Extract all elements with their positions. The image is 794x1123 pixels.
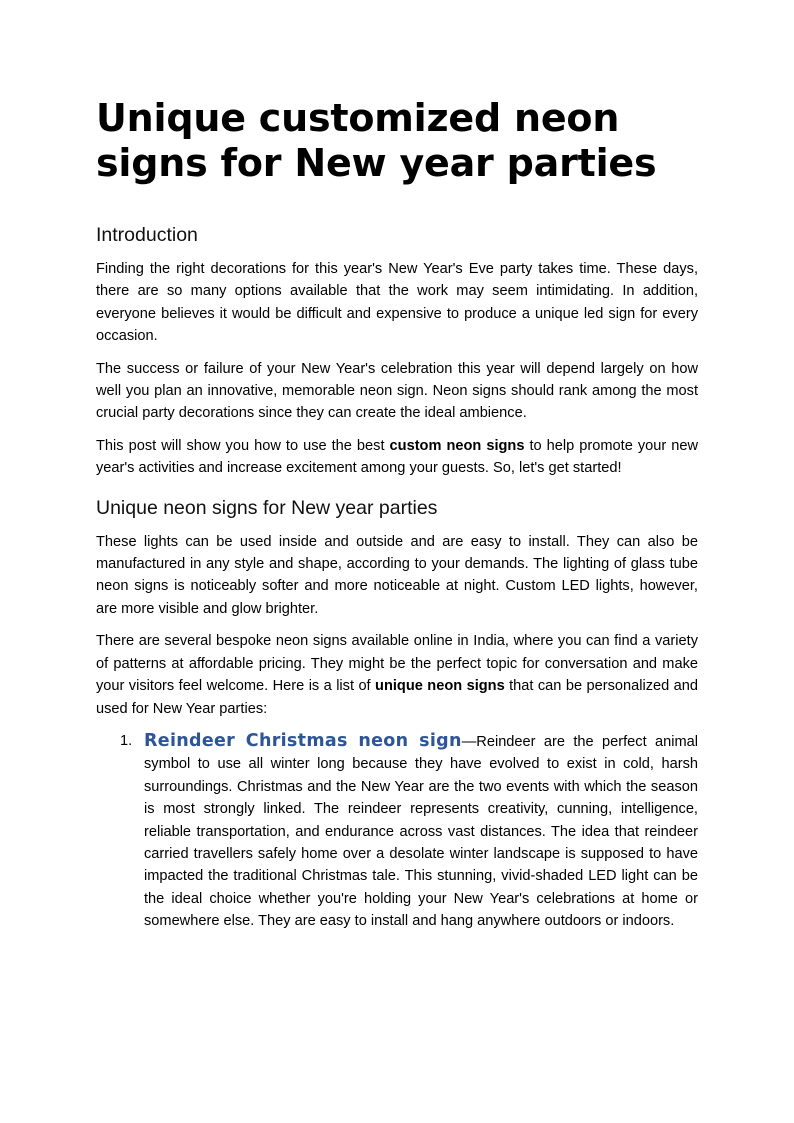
section2-paragraph-2-before: There are several bespoke neon signs available online in India, where you can find a variety of patterns at affordable pricing. They might be the perfect topic for conversation and make your visitors feel welcome. Here is a list of <box>96 633 698 695</box>
list-item <box>96 730 698 933</box>
list-item-text: —Reindeer are the perfect animal symbol to use all winter long because they have evolved to exist in cold, harsh surroundings. Christmas and the New Year are the two events with which the season is most strongly linked. The reindeer represents creativity, cunning, intelligence, reliable transportation, and endurance across vast distances. The idea that reindeer carried travellers safely home over a desolate winter landscape is supposed to have impacted the traditional Christmas tale. This stunning, vivid-shaded LED light can be the ideal choice whether you're holding your New Year's celebrations at home or somewhere else. They are easy to install and hang anywhere outdoors or indoors. <box>144 733 698 930</box>
document-title: Unique customized neon signs for New year parties <box>96 96 657 185</box>
neon-sign-list <box>96 730 698 933</box>
custom-neon-signs-bold: custom neon signs <box>389 437 525 454</box>
section2-paragraph-1: These lights can be used inside and outside and are easy to install. They can also be manufactured in any style and shape, according to your demands. The lighting of glass tube neon signs is noticeably softer and more noticeable at night. Custom LED lights, however, are more visible and glow brighter. <box>96 533 698 617</box>
list-item-number: 1. <box>120 732 133 749</box>
intro-paragraph-3-after: to help promote your new year's activities and increase excitement among your guests. So, let's get started! <box>96 437 699 477</box>
document-page <box>96 96 698 933</box>
section2-paragraph-2-after: that can be personalized and used for New Year parties: <box>96 678 699 717</box>
intro-paragraph-2: The success or failure of your New Year's celebration this year will depend largely on how well you plan an innovative, memorable neon sign. Neon signs should rank among the most crucial party decorations since they can create the ideal ambience. <box>96 360 698 422</box>
unique-neon-signs-bold: unique neon signs <box>375 678 505 695</box>
intro-paragraph-1: Finding the right decorations for this year's New Year's Eve party takes time. These days, there are so many options available that the work may seem intimidating. In addition, everyone believes it would be difficult and expensive to produce a unique led sign for every occasion. <box>96 261 698 345</box>
intro-paragraph-3-before: This post will show you how to use the best <box>96 437 390 454</box>
section-heading-introduction: Introduction <box>96 224 198 246</box>
intro-paragraph-3 <box>96 435 698 480</box>
section2-paragraph-2 <box>96 630 698 720</box>
section-heading-unique-neon-signs: Unique neon signs for New year parties <box>96 496 438 519</box>
list-item-title: Reindeer Christmas neon sign <box>144 730 462 751</box>
